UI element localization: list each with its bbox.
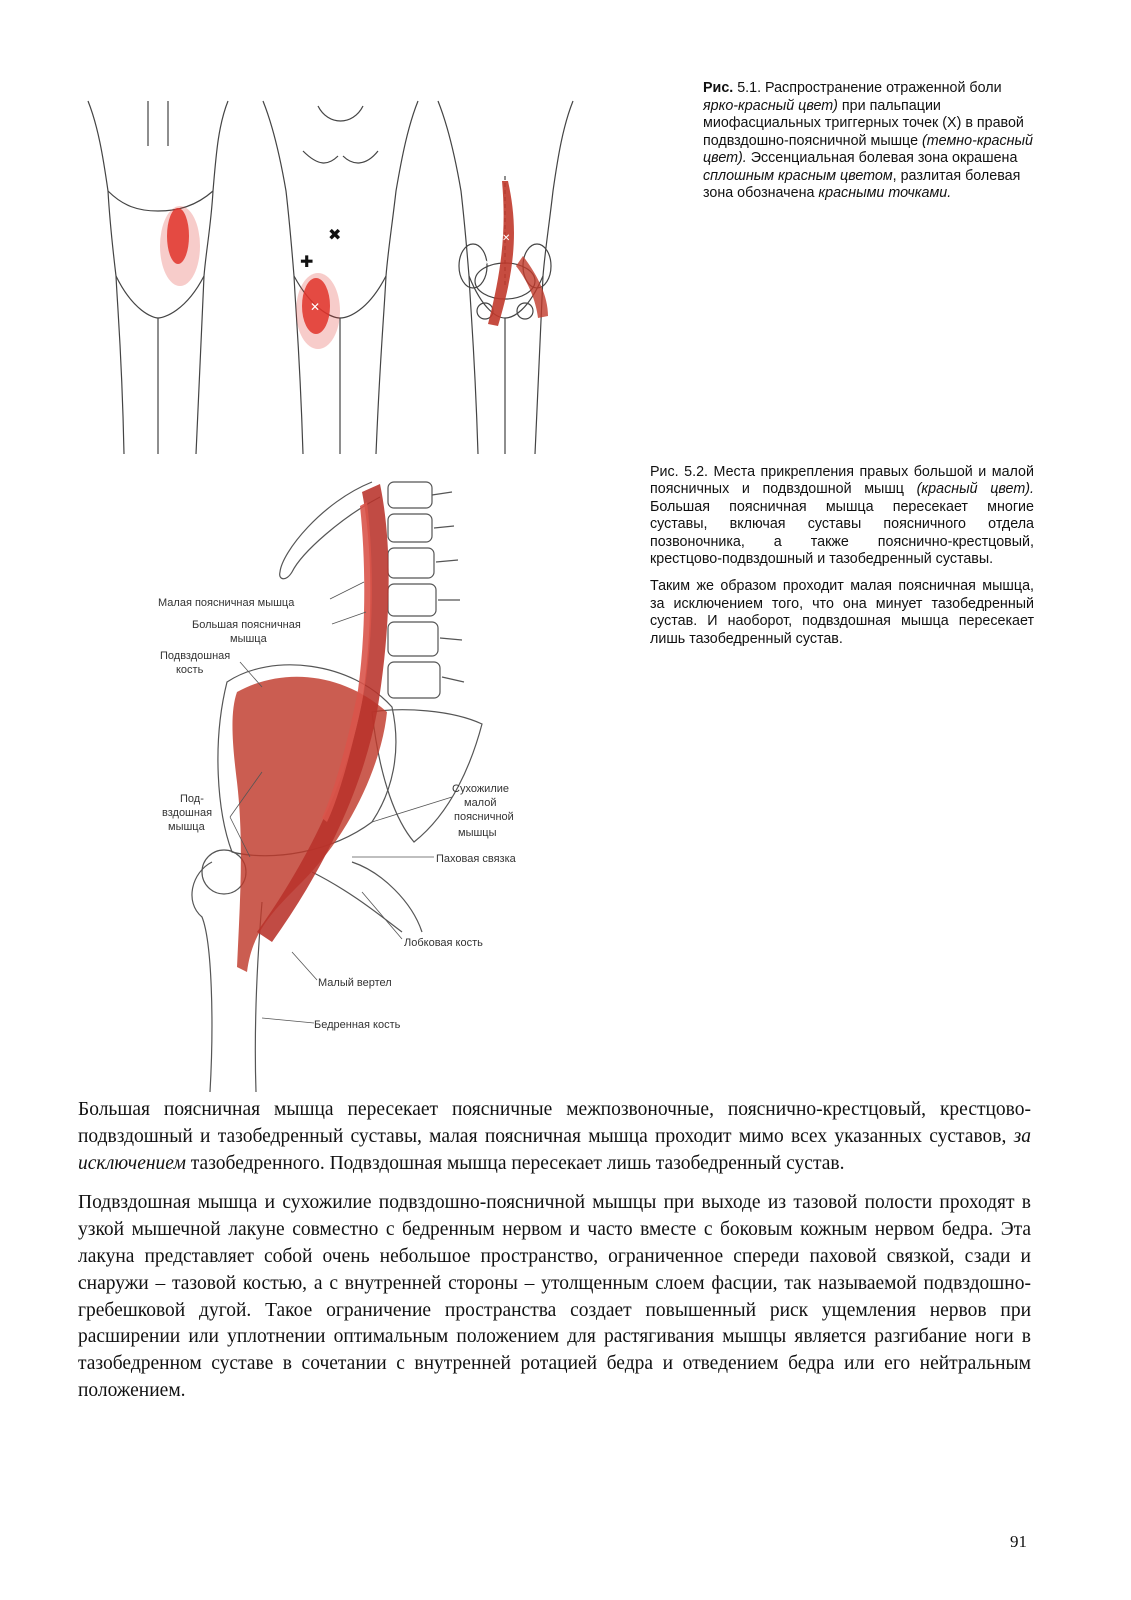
caption-text: , разлитая болевая зона обозначена xyxy=(703,167,1021,201)
body-outline-front xyxy=(263,101,418,454)
svg-text:✚: ✚ xyxy=(300,252,314,271)
figure-5-2-caption xyxy=(650,464,1034,658)
caption-paragraph-2: Таким же образом проходит малая поясничная мышца, за исключением того, что она минует тазобедренный сустав. И наоборот, подвздошная мышца пересекает лишь тазобедренный сустав. xyxy=(650,578,1034,647)
label-psoas-major-2: мышца xyxy=(230,633,267,645)
label-inguinal-ligament: Паховая связка xyxy=(436,853,516,865)
label-psoas-minor: Малая поясничная мышца xyxy=(158,597,295,609)
label-tendon-1: Сухожилие xyxy=(452,783,509,795)
body-text-run: Большая поясничная мышца пересекает поясничные межпозвоночные, пояснично-крестцовый, крестцово-подвздошный и тазобедренный суставы, малая поясничная мышца проходит мимо всех указанных суставов, xyxy=(78,1099,1031,1147)
caption-text: при пальпации миофасциальных триггерных точек (X) в правой подвздошно-поясничной мышце xyxy=(703,97,1024,149)
svg-text:✕: ✕ xyxy=(502,233,511,244)
caption-italic: ярко-красный цвет) xyxy=(703,97,838,114)
body-italic: за исключением xyxy=(78,1125,1031,1174)
label-iliacus-3: мышца xyxy=(168,821,205,833)
label-iliacus-2: вздошная xyxy=(162,807,213,819)
label-iliac-bone-2: кость xyxy=(176,664,204,676)
page-number: 91 xyxy=(1010,1532,1027,1551)
caption-text: Рис. 5.2. Места прикрепления правых большой и малой поясничных и подвздошной мышц xyxy=(650,464,1034,498)
body-outline-back xyxy=(88,101,228,454)
caption-paragraph xyxy=(650,464,1034,568)
body-paragraph-1 xyxy=(78,1097,1031,1177)
label-tendon-3: поясничной xyxy=(454,811,514,823)
label-tendon-2: малой xyxy=(464,797,497,809)
figure-5-1-caption xyxy=(703,80,1038,203)
caption-italic: (красный цвет). xyxy=(916,481,1034,498)
figure-5-2-anatomy xyxy=(152,462,540,1092)
label-iliac-bone-1: Подвздошная xyxy=(160,650,231,662)
body-paragraph-2: Подвздошная мышца и сухожилие подвздошно-поясничной мышцы при выходе из тазовой полости проходят в узкой мышечной лакуне совместно с бедренным нервом и часто вместе с боковым кожным нервом бедра. Эта лакуна представляет собой очень небольшое пространство, ограниченное спереди паховой связкой, сзади и снаружи – тазовой костью, а с внутренней стороны – утолщенным слоем фасции, так называемой подвздошно-гребешковой дугой. Такое ограничение пространства создает повышенный риск ущемления нервов при расширении или уплотнении оптимальным положением для растягивания мышцы является разгибание ноги в тазобедренном суставе в сочетании с внутренней ротацией бедра и отведением бедра или его нейтральным положением. xyxy=(78,1192,1031,1401)
iliopsoas-muscle-drawing xyxy=(483,181,548,326)
label-tendon-4: мышцы xyxy=(458,827,497,839)
caption-label: Рис. xyxy=(703,80,734,96)
body-text xyxy=(78,1097,1031,1418)
muscles xyxy=(232,484,388,972)
spine-vertebrae xyxy=(388,482,464,698)
svg-text:✖: ✖ xyxy=(328,225,342,244)
body-text-run: тазобедренного. Подвздошная мышца пересекает лишь тазобедренный сустав. xyxy=(185,1152,845,1174)
pain-zone-back xyxy=(160,206,200,286)
label-iliacus-1: Под- xyxy=(180,793,204,805)
svg-text:✕: ✕ xyxy=(483,258,492,269)
label-femur: Бедренная кость xyxy=(314,1019,401,1031)
caption-text: 5.1. Распространение отраженной боли xyxy=(733,80,1002,96)
caption-italic: (темно-красный цвет). xyxy=(703,132,1033,166)
svg-text:✕: ✕ xyxy=(310,300,321,314)
label-pubic-bone: Лобковая кость xyxy=(404,937,483,949)
caption-text: Большая поясничная мышца пересекает многие суставы, включая суставы поясничного отдела позвоночника, а также пояснично-крестцовый, крестцово-подвздошный и тазобедренный суставы. xyxy=(650,498,1034,568)
caption-italic: красными точками. xyxy=(818,185,952,201)
figure-5-1-body-diagrams xyxy=(78,86,576,454)
label-psoas-major-1: Большая поясничная xyxy=(192,619,301,631)
caption-text: Эссенциальная болевая зона окрашена xyxy=(746,150,1018,166)
label-lesser-trochanter: Малый вертел xyxy=(318,977,392,989)
caption-italic: сплошным красным цветом xyxy=(703,167,893,184)
